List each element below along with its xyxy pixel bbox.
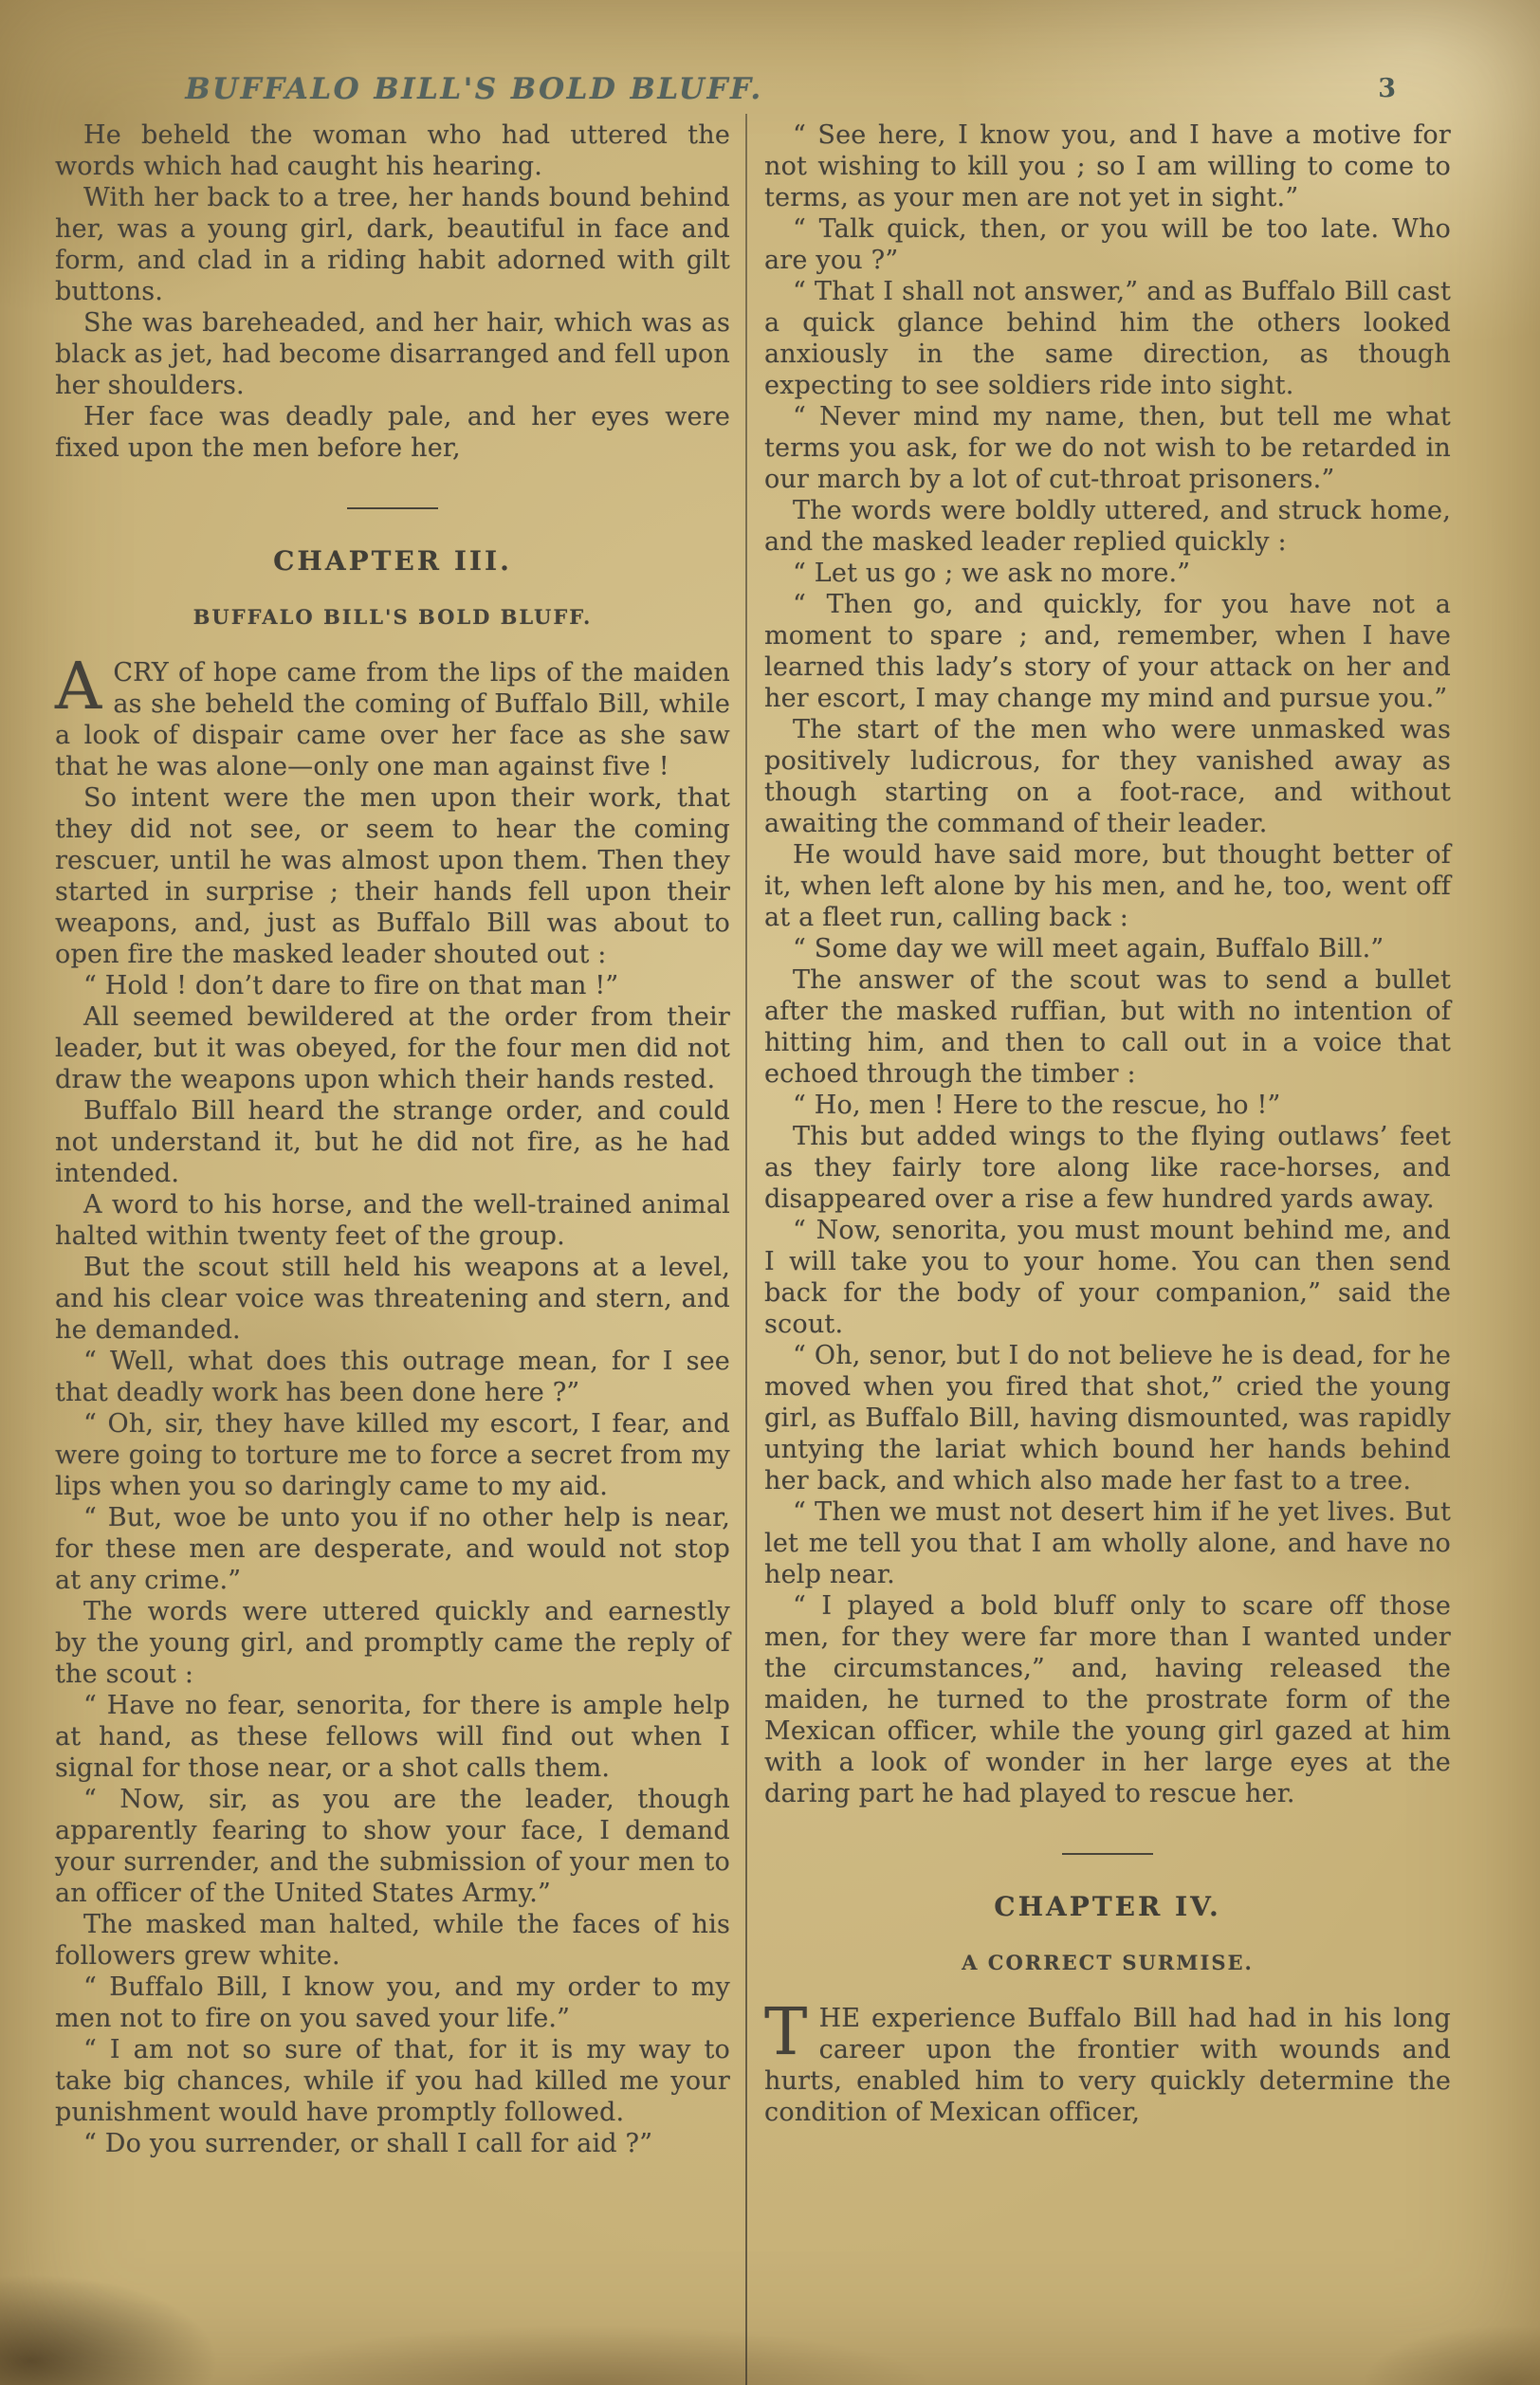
paragraph: “ Have no fear, senorita, for there is ample help at hand, as these fellows will find out when I signal for those near, or a shot calls them. — [55, 1691, 730, 1783]
left-column — [55, 119, 730, 2159]
paragraph: Her face was deadly pale, and her eyes were fixed upon the men before her, — [55, 402, 730, 463]
paragraph: “ I played a bold bluff only to scare off those men, for they were far more than I wanted under the circumstances,” and, having released the maiden, he turned to the prostrate form of the Mexican officer, while the young girl gazed at him with a look of wonder in her large eyes at the daring part he had played to rescue her. — [764, 1591, 1451, 1808]
paragraph: ACRY of hope came from the lips of the maiden as she beheld the coming of Buffalo Bill, while a look of dispair came over her face as she saw that he was alone—only one man against five ! — [55, 650, 730, 781]
paragraph: “ Oh, sir, they have killed my escort, I fear, and were going to torture me to force a secret from my lips when you so daringly came to my aid. — [55, 1409, 730, 1501]
paragraph: The masked man halted, while the faces of his followers grew white. — [55, 1910, 730, 1971]
paragraph: All seemed bewildered at the order from their leader, but it was obeyed, for the four men did not draw the weapons upon which their hands rested. — [55, 1002, 730, 1094]
paragraph: “ But, woe be unto you if no other help is near, for these men are desperate, and would not stop at any crime.” — [55, 1503, 730, 1595]
paragraph: The words were uttered quickly and earnestly by the young girl, and promptly came the reply of the scout : — [55, 1597, 730, 1689]
paragraph: “ Now, sir, as you are the leader, though apparently fearing to show your face, I demand your surrender, and the submission of your men to an officer of the United States Army.” — [55, 1785, 730, 1908]
paragraph: “ I am not so sure of that, for it is my way to take big chances, while if you had killed me your punishment would have promptly followed. — [55, 2035, 730, 2127]
paragraph: So intent were the men upon their work, that they did not see, or seem to hear the coming rescuer, until he was almost upon them. Then they started in surprise ; their hands fell upon their weapons, and, just as Buffalo Bill was about to open fire the masked leader shouted out : — [55, 783, 730, 969]
paragraph: THE experience Buffalo Bill had had in his long career upon the frontier with wounds and hurts, enabled him to very quickly determine the condition of Mexican officer, — [764, 1995, 1451, 2127]
page-number: 3 — [1378, 74, 1396, 103]
chapter-heading: CHAPTER III. — [273, 545, 512, 577]
paragraph: “ Some day we will meet again, Buffalo Bill.” — [793, 934, 1384, 963]
paragraph: The answer of the scout was to send a bullet after the masked ruffian, but with no intention of hitting him, and then to call out in a voice that echoed through the timber : — [764, 965, 1451, 1089]
column-divider — [745, 114, 747, 2385]
paragraph: Buffalo Bill heard the strange order, and could not understand it, but he did not fire, as he had intended. — [55, 1096, 730, 1188]
paragraph: “ Then we must not desert him if he yet lives. But let me tell you that I am wholly alone, and have no help near. — [764, 1497, 1451, 1589]
paragraph: “ That I shall not answer,” and as Buffalo Bill cast a quick glance behind him the others looked anxiously in the same direction, as though expecting to see soldiers ride into sight. — [764, 277, 1451, 400]
chapter-heading: CHAPTER IV. — [994, 1891, 1221, 1922]
paragraph: “ See here, I know you, and I have a motive for not wishing to kill you ; so I am willing to come to terms, as your men are not yet in sight.” — [764, 120, 1451, 212]
paragraph: He would have said more, but thought better of it, when left alone by his men, and he, too, went off at a fleet run, calling back : — [764, 840, 1451, 932]
paragraph: The start of the men who were unmasked was positively ludicrous, for they vanished away as though starting on a foot-race, and without awaiting the command of their leader. — [764, 715, 1451, 838]
chapter-subheading: BUFFALO BILL'S BOLD BLUFF. — [192, 605, 593, 629]
paragraph: “ Ho, men ! Here to the rescue, ho !” — [793, 1091, 1281, 1120]
drop-cap: T — [764, 1995, 808, 2070]
paragraph: But the scout still held his weapons at a level, and his clear voice was threatening and stern, and he demanded. — [55, 1253, 730, 1345]
paragraph: This but added wings to the flying outlaws’ feet as they fairly tore along like race-horses, and disappeared over a rise a few hundred yards away. — [764, 1122, 1451, 1214]
paragraph: “ Never mind my name, then, but tell me what terms you ask, for we do not wish to be retarded in our march by a lot of cut-throat prisoners.” — [764, 402, 1451, 494]
paragraph: “ Hold ! don’t dare to fire on that man !” — [83, 971, 619, 1000]
paragraph: The words were boldly uttered, and struck home, and the masked leader replied quickly : — [764, 496, 1451, 557]
paragraph: “ Now, senorita, you must mount behind me, and I will take you to your home. You can then send back for the body of your companion,” said the scout. — [764, 1216, 1451, 1339]
paragraph: “ Oh, senor, but I do not believe he is dead, for he moved when you fired that shot,” cried the young girl, as Buffalo Bill, having dismounted, was rapidly untying the lariat which bound her hands behind her back, and which also made her fast to a tree. — [764, 1341, 1451, 1495]
paragraph: A word to his horse, and the well-trained animal halted within twenty feet of the group. — [55, 1190, 730, 1251]
paragraph: With her back to a tree, her hands bound behind her, was a young girl, dark, beautiful in face and form, and clad in a riding habit adorned with gilt buttons. — [55, 183, 730, 306]
section-divider — [1062, 1853, 1153, 1855]
running-title: BUFFALO BILL'S BOLD BLUFF. — [185, 72, 763, 106]
paragraph: “ Talk quick, then, or you will be too late. Who are you ?” — [764, 214, 1451, 275]
paragraph: “ Let us go ; we ask no more.” — [793, 559, 1191, 588]
right-column — [764, 119, 1451, 2128]
chapter-subheading: A CORRECT SURMISE. — [962, 1951, 1254, 1974]
paragraph: “ Then go, and quickly, for you have not a moment to spare ; and, remember, when I have learned this lady’s story of your attack on her and her escort, I may change my mind and pursue you.” — [764, 590, 1451, 713]
paragraph: He beheld the woman who had uttered the words which had caught his hearing. — [55, 120, 730, 181]
paragraph: “ Do you surrender, or shall I call for aid ?” — [83, 2129, 653, 2158]
section-divider — [347, 507, 438, 509]
paragraph: “ Buffalo Bill, I know you, and my order to my men not to fire on you saved your life.” — [55, 1972, 730, 2033]
paragraph: She was bareheaded, and her hair, which was as black as jet, had become disarranged and fell upon her shoulders. — [55, 308, 730, 400]
drop-cap: A — [55, 650, 102, 725]
paragraph: “ Well, what does this outrage mean, for I see that deadly work has been done here ?” — [55, 1347, 730, 1407]
